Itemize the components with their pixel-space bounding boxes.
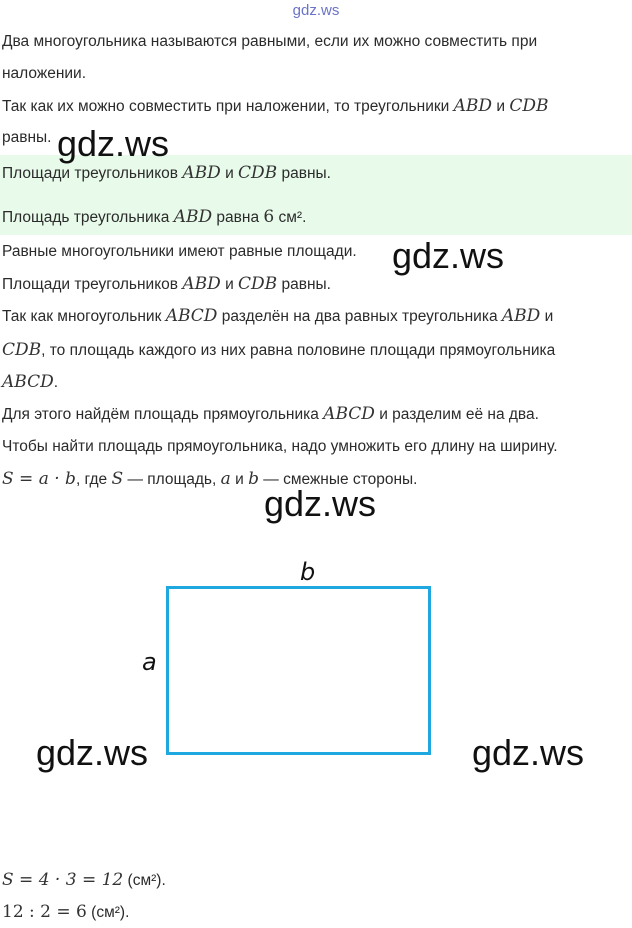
text-line: Два многоугольника называются равными, если их можно совместить при bbox=[2, 33, 538, 50]
text-line: Для этого найдём площадь прямоугольника ABCD и разделим её на два. bbox=[2, 404, 539, 424]
watermark: gdz.ws bbox=[57, 123, 170, 164]
text-line: Чтобы найти площадь прямоугольника, надо умножить его длину на ширину. bbox=[2, 438, 558, 455]
watermark: gdz.ws bbox=[392, 235, 505, 276]
watermark: gdz.ws bbox=[36, 732, 149, 773]
text-line: наложении. bbox=[2, 65, 87, 82]
formula-line: S = a · b, где S — площадь, a и b — смежные стороны. bbox=[2, 469, 418, 489]
highlight-line: Площадь треугольника ABD равна 6 см². bbox=[2, 207, 307, 227]
site-watermark-top[interactable]: gdz.ws bbox=[292, 2, 340, 19]
text-line: Равные многоугольники имеют равные площади. bbox=[2, 243, 357, 260]
highlight-line: Площади треугольников ABD и CDB равны. bbox=[2, 163, 331, 183]
text-line: Так как многоугольник ABCD разделён на два равных треугольника ABD и bbox=[2, 306, 554, 326]
formula-line: S = 4 · 3 = 12 (см²). bbox=[2, 870, 166, 890]
text-line: CDB, то площадь каждого из них равна половине площади прямоугольника bbox=[2, 340, 556, 360]
formula-line: 12 : 2 = 6 (см²). bbox=[2, 902, 130, 922]
watermark: gdz.ws bbox=[472, 732, 585, 773]
rectangle-diagram bbox=[166, 586, 431, 755]
text-line: ABCD. bbox=[2, 372, 59, 392]
text-line: Так как их можно совместить при наложении, то треугольники ABD и CDB bbox=[2, 96, 549, 116]
side-label-b: b bbox=[300, 558, 316, 586]
text-line: Площади треугольников ABD и CDB равны. bbox=[2, 274, 331, 294]
watermark: gdz.ws bbox=[264, 483, 377, 524]
side-label-a: a bbox=[142, 648, 157, 676]
text-line: равны. bbox=[2, 129, 52, 146]
